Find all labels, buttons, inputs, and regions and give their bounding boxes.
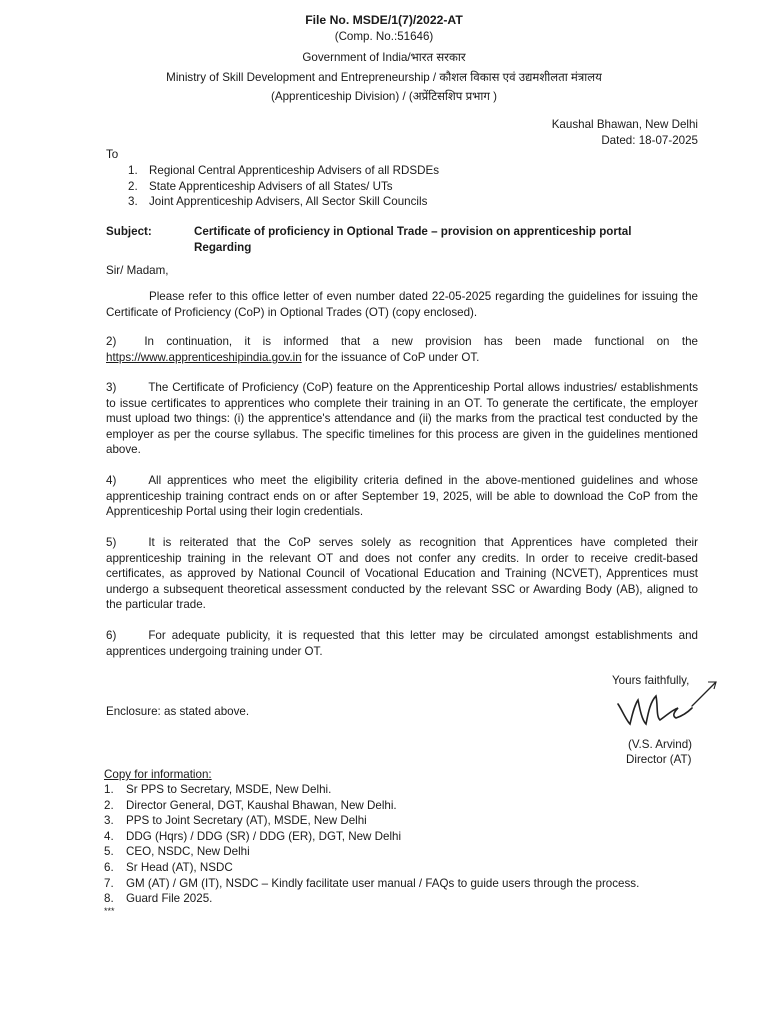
list-item: 2. Director General, DGT, Kaushal Bhawan, New Delhi. [104,798,397,812]
government-line: Government of India/भारत सरकार [302,51,466,64]
subject-label: Subject: [106,225,152,238]
copy-list [104,782,639,907]
to-label: To [106,148,119,161]
signatory-name: (V.S. Arvind) [628,738,693,751]
copy-heading: Copy for information: [104,768,212,781]
signatory-designation: Director (AT) [626,753,692,766]
paragraph-2: 2) In continuation, it is informed that a new provision has been made functional on the https://www.apprenticeshipindia.gov.in for the issuance of CoP under OT. [106,335,698,364]
list-item: 2. State Apprenticeship Advisers of all States/ UTs [128,179,393,193]
recipient-list [128,163,439,210]
enclosure-note: Enclosure: as stated above. [106,705,250,718]
division-line: (Apprenticeship Division) / (अप्रेंटिसशिप प्रभाग ) [271,90,497,103]
paragraph-6: 6) For adequate publicity, it is requested that this letter may be circulated amongst establishments and apprentices undergoing training under OT. [106,629,698,658]
signature-image [612,676,722,738]
paragraph-5: 5) It is reiterated that the CoP serves solely as recognition that Apprentices have completed their apprenticeship training in the relevant OT and does not confer any credits. In order to receive credit-based certificates, as approved by National Council of Vocational Education and Training (NCVET), Apprentices must undergo a subsequent theoretical assessment conducted by the relevant SSC or Awarding Body (AB), aligned to the particular trade. [106,536,698,612]
salutation: Sir/ Madam, [106,264,169,277]
list-item: 8. Guard File 2025. [104,892,213,906]
list-item: 3. Joint Apprenticeship Advisers, All Sector Skill Councils [128,195,428,208]
subject-line-1: Certificate of proficiency in Optional Trade – provision on apprenticeship portal [194,225,632,238]
place-line: Kaushal Bhawan, New Delhi [551,118,698,131]
list-item: 6. Sr Head (AT), NSDC [104,860,233,874]
portal-link[interactable]: https://www.apprenticeshipindia.gov.in [106,350,302,364]
list-item: 5. CEO, NSDC, New Delhi [104,845,250,859]
yours-faithfully: Yours faithfully, [612,674,690,687]
ministry-line: Ministry of Skill Development and Entrepreneurship / कौशल विकास एवं उद्यमशीलता मंत्रालय [166,71,602,84]
subject-line-2: Regarding [194,241,252,254]
list-item: 7. GM (AT) / GM (IT), NSDC – Kindly facilitate user manual / FAQs to guide users through the process. [104,876,640,890]
list-item: 4. DDG (Hqrs) / DDG (SR) / DDG (ER), DGT, New Delhi [104,829,402,843]
date-line: Dated: 18-07-2025 [601,134,698,147]
paragraph-3: 3) The Certificate of Proficiency (CoP) feature on the Apprenticeship Portal allows industries/ establishments to issue certificates to apprentices who complete their training in an OT. To generate the certificate, the employer must upload two things: (i) the apprentice's attendance and (ii) the marks from the practical test conducted by the employer as per the course syllabus. The specific timelines for this process are given in the guidelines mentioned above. [106,381,698,457]
file-number: File No. MSDE/1(7)/2022-AT [305,13,463,27]
paragraph-1: Please refer to this office letter of even number dated 22-05-2025 regarding the guidelines for issuing the Certificate of Proficiency (CoP) in Optional Trades (OT) (copy enclosed). [106,290,698,319]
comp-number: (Comp. No.:51646) [334,30,434,43]
paragraph-4: 4) All apprentices who meet the eligibility criteria defined in the above-mentioned guidelines and whose apprenticeship training contract ends on or after September 19, 2025, will be able to download the CoP from the Apprenticeship Portal using their login credentials. [106,474,698,519]
list-item: 1. Sr PPS to Secretary, MSDE, New Delhi. [104,783,332,796]
end-mark: *** [104,906,115,916]
list-item: 3. PPS to Joint Secretary (AT), MSDE, New Delhi [104,814,367,828]
list-item: 1. Regional Central Apprenticeship Advisers of all RDSDEs [128,164,439,177]
